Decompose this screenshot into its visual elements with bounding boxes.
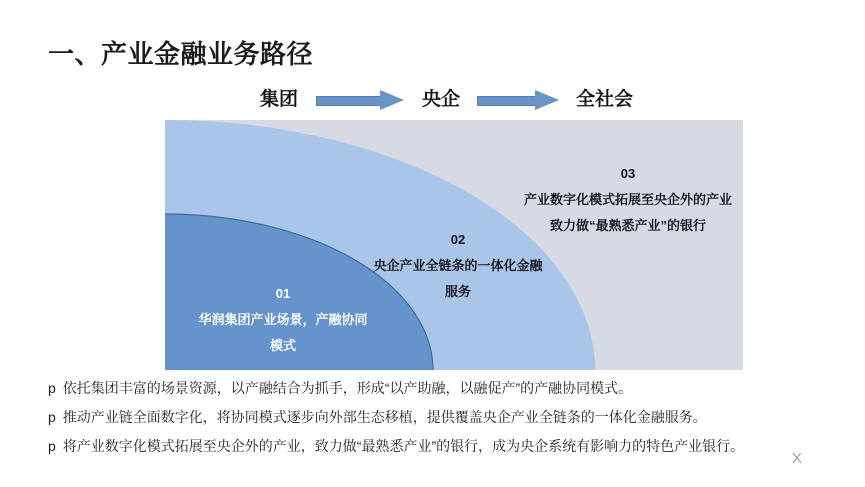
bullet-item: [48, 380, 848, 397]
flow-label-group: 集团: [260, 89, 299, 110]
bullet-marker: p: [48, 409, 56, 425]
bullet-marker: p: [48, 438, 56, 454]
stage-number: 03: [620, 166, 636, 181]
arrow-shaft: [477, 96, 537, 106]
bullet-text: 将产业数字化模式拓展至央企外的产业，致力做“最熟悉产业”的银行，成为央企系统有影响力的特色产业银行。: [62, 438, 745, 454]
stage-03-block: [508, 161, 743, 239]
stage-text-line: 致力做“最熟悉产业”的银行: [549, 218, 706, 233]
stage-text-line: 模式: [269, 338, 296, 353]
stage-text-line: 央企产业全链条的一体化金融: [373, 258, 543, 273]
slide-title: 一、产业金融业务路径: [48, 39, 314, 69]
stage-number: 02: [450, 232, 466, 247]
stage-text-line: 产业数字化模式拓展至央企外的产业: [523, 192, 732, 207]
bullet-marker: p: [48, 380, 56, 396]
layered-quarter-ellipse-diagram: [165, 120, 743, 370]
arrow-head: [535, 90, 559, 110]
bullet-text: 推动产业链全面数字化，将协同模式逐步向外部生态移植，提供覆盖央企产业全链条的一体化金融服务。: [62, 409, 707, 425]
flow-label-soe: 央企: [422, 89, 461, 110]
arrow-head: [380, 90, 404, 110]
flow-label-society: 全社会: [576, 89, 634, 110]
bullet-text: 依托集团丰富的场景资源，以产融结合为抓手，形成“以产助融，以融促产”的产融协同模式。: [62, 380, 633, 396]
bullet-item: [48, 409, 848, 426]
bullet-list: [48, 380, 848, 467]
stage-text-line: 华润集团产业场景，产融协同: [198, 312, 368, 327]
stage-number: 01: [275, 286, 291, 301]
bullet-item: [48, 438, 848, 455]
watermark-x: X: [792, 450, 803, 467]
right-arrow-icon: [316, 90, 404, 110]
right-arrow-icon: [477, 90, 559, 110]
arrow-shaft: [316, 96, 382, 106]
stage-text-line: 服务: [444, 284, 471, 299]
